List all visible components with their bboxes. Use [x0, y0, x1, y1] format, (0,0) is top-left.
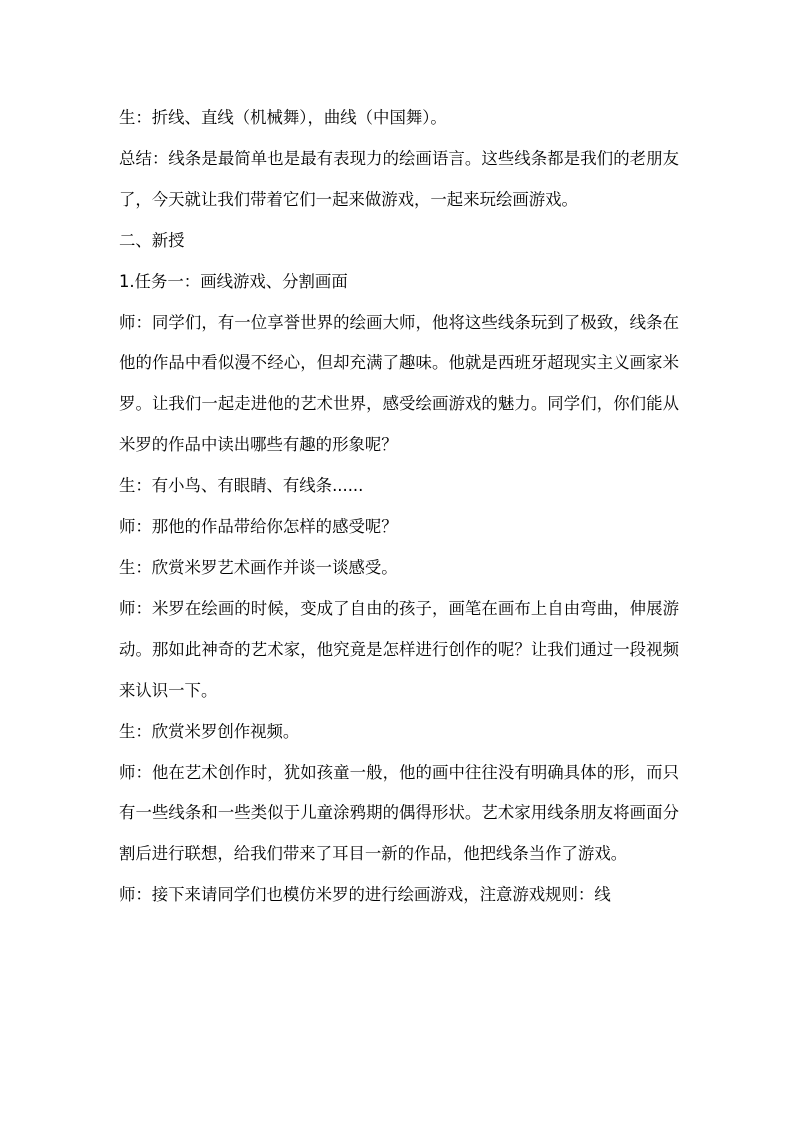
paragraph-student-observations: 生：有小鸟、有眼睛、有线条...... — [119, 476, 364, 496]
paragraph-summary: 总结：线条是最简单也是最有表现力的绘画语言。这些线条都是我们的老朋友了，今天就让我们带着它们一起来做游戏，一起来玩绘画游戏。 — [119, 148, 679, 209]
paragraph-teacher-intro-miro: 师：同学们，有一位享誉世界的绘画大师，他将这些线条玩到了极致，线条在他的作品中看似漫不经心，但却充满了趣味。他就是西班牙超现实主义画家米罗。让我们一起走进他的艺术世界，感受绘画游戏的魅力。同学们，你们能从米罗的作品中读出哪些有趣的形象呢？ — [119, 312, 679, 455]
task-heading-1: 1.任务一：画线游戏、分割画面 — [119, 271, 348, 291]
paragraph-student-answer-lines: 生：折线、直线（机械舞），曲线（中国舞）。 — [119, 108, 447, 127]
paragraph-teacher-creation-question: 师：米罗在绘画的时候，变成了自由的孩子，画笔在画布上自由弯曲，伸展游动。那如此神奇的艺术家，他究竟是怎样进行创作的呢？让我们通过一段视频来认识一下。 — [119, 598, 679, 700]
paragraph-student-appreciate: 生：欣赏米罗艺术画作并谈一谈感受。 — [119, 557, 398, 577]
section-heading-new-lesson: 二、新授 — [119, 230, 185, 250]
paragraph-teacher-game-rules: 师：接下来请同学们也模仿米罗的进行绘画游戏，注意游戏规则：线 — [119, 885, 611, 905]
paragraph-student-video: 生：欣赏米罗创作视频。 — [119, 721, 300, 741]
paragraph-teacher-explanation: 师：他在艺术创作时，犹如孩童一般，他的画中往往没有明确具体的形，而只有一些线条和一些类似于儿童涂鸦期的偶得形状。艺术家用线条朋友将画面分割后进行联想，给我们带来了耳目一新的作品，他把线条当作了游戏。 — [119, 762, 679, 864]
paragraph-teacher-question-feeling: 师：那他的作品带给你怎样的感受呢？ — [119, 517, 398, 537]
document-body — [119, 98, 679, 916]
